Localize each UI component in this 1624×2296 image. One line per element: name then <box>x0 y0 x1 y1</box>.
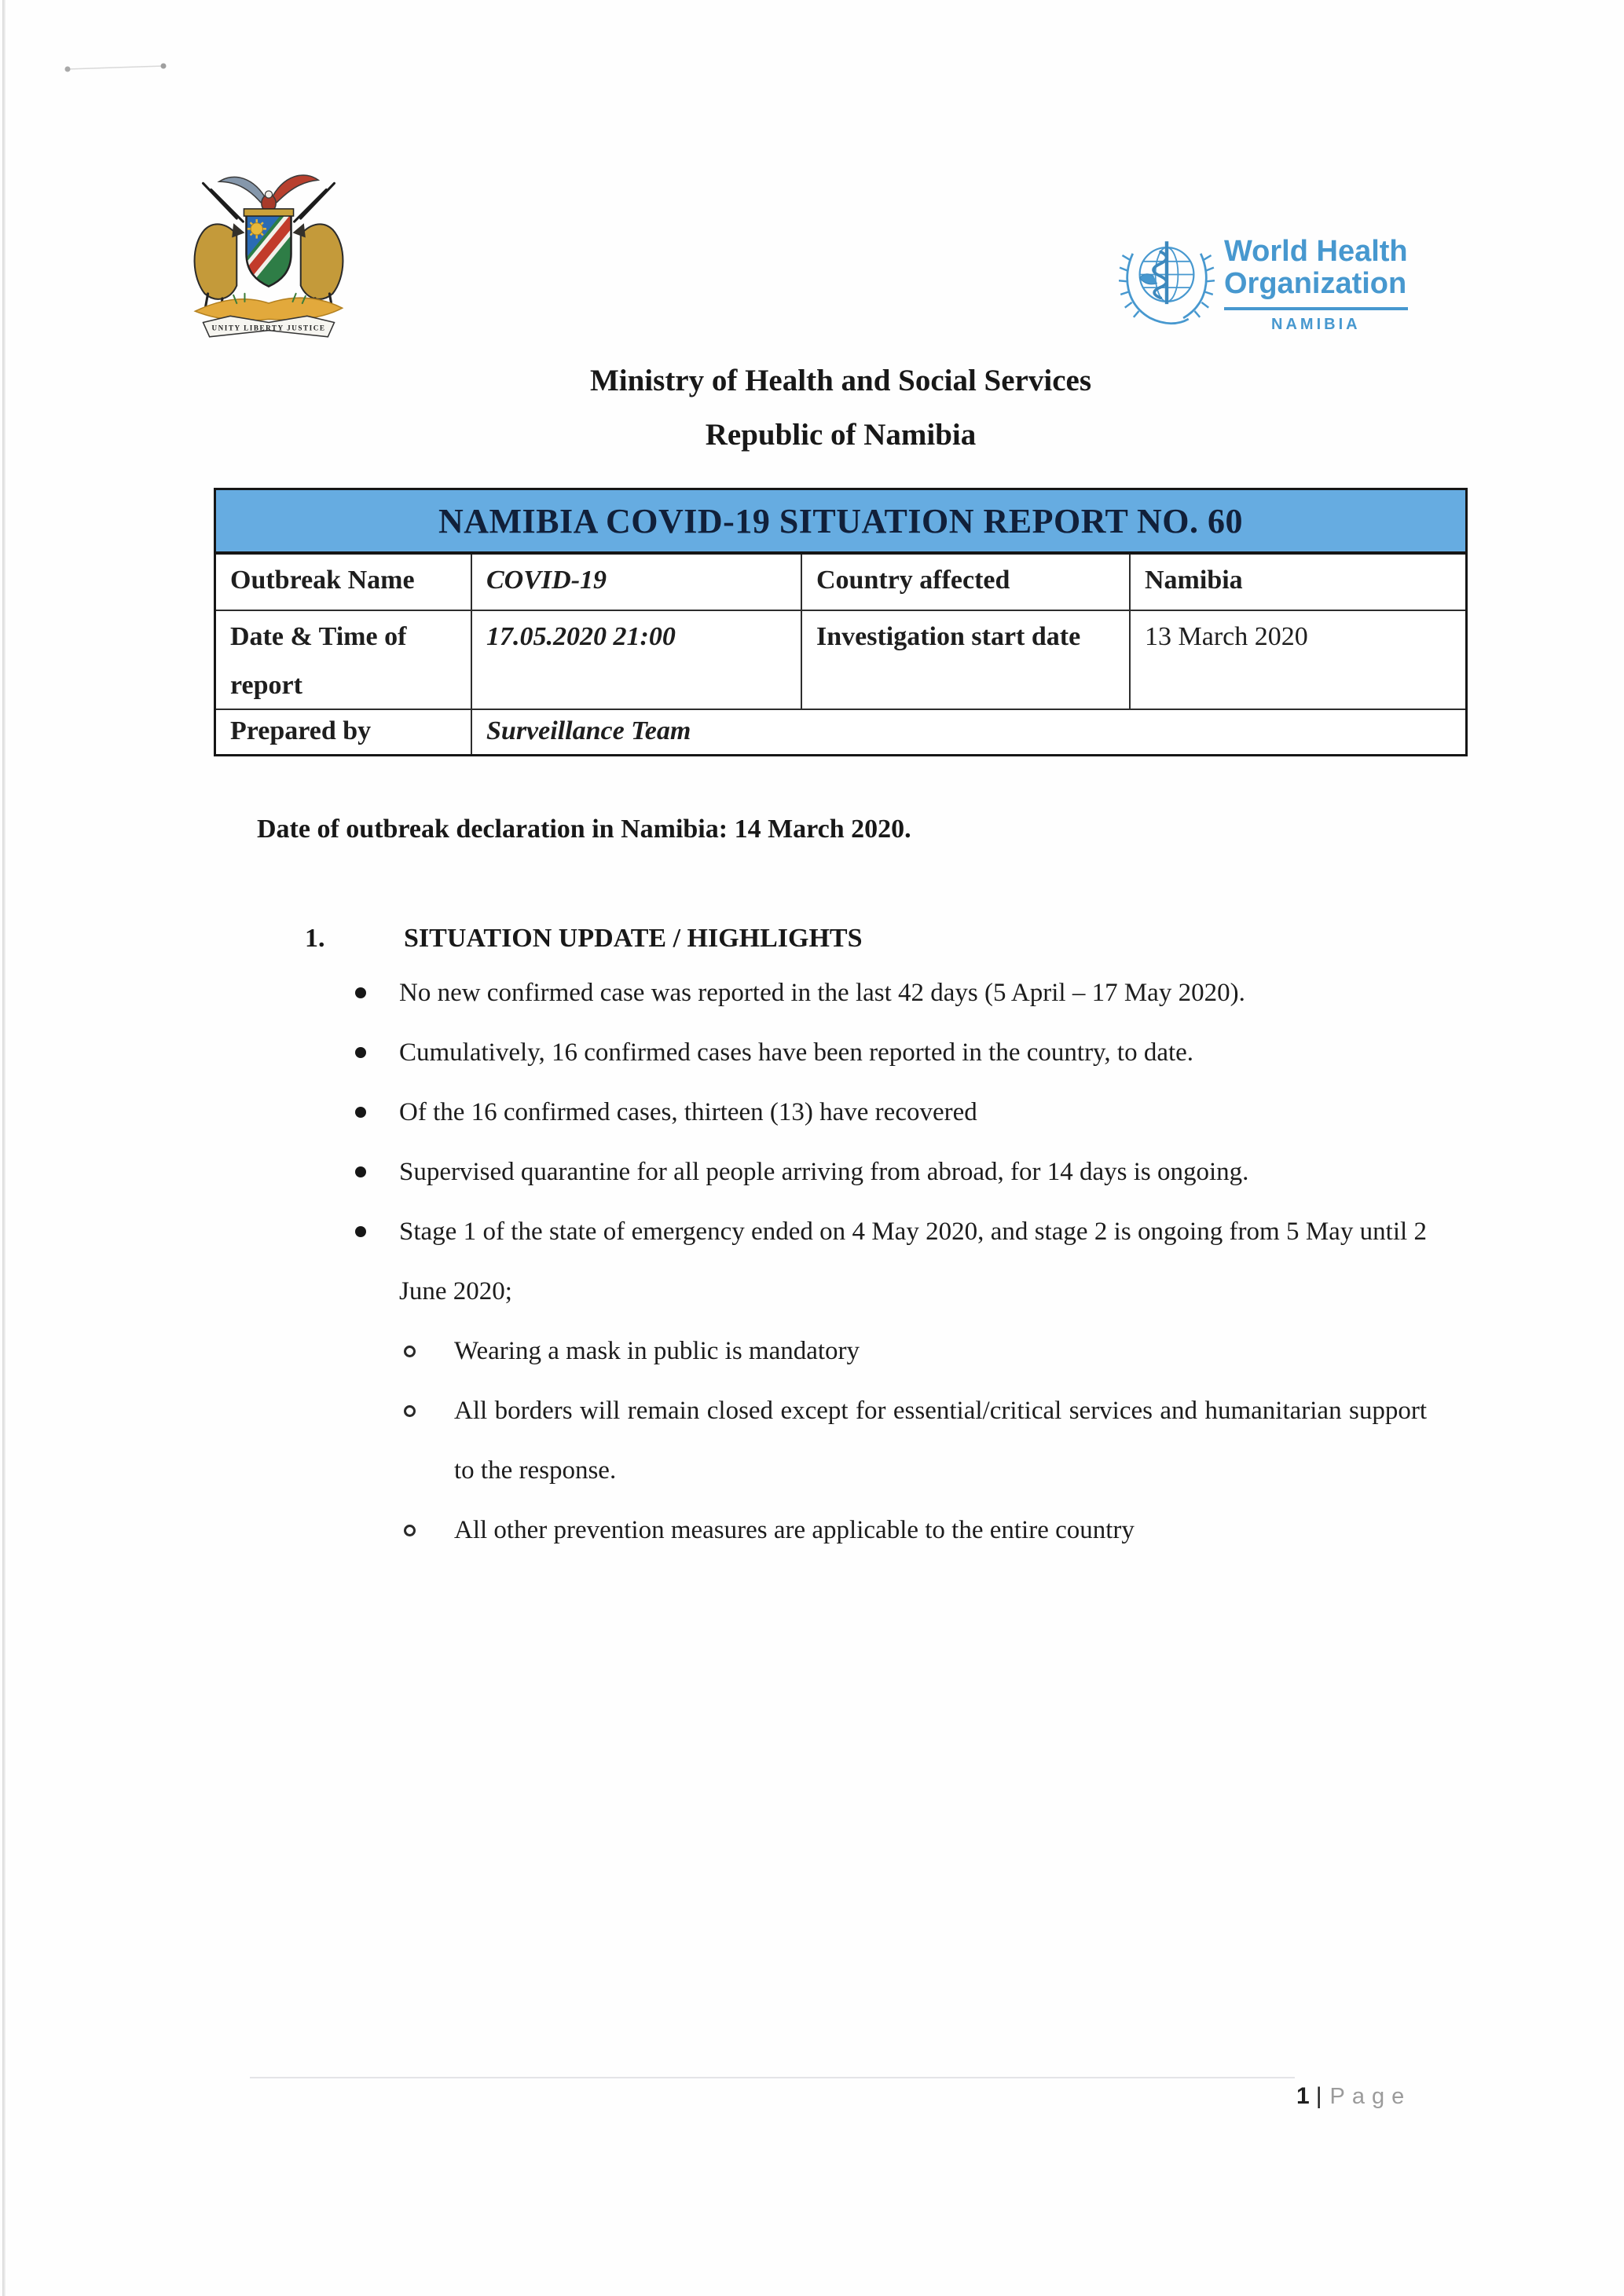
list-item <box>355 963 1427 1023</box>
who-name-line2: Organization <box>1224 267 1407 300</box>
scan-edge-line <box>2 0 5 2296</box>
country-affected-value: Namibia <box>1145 566 1243 595</box>
investigation-start-label: Investigation start date <box>802 611 1131 709</box>
sub-bullet-text: All borders will remain closed except for essential/critical services and humanitarian support to the response. <box>454 1397 1427 1485</box>
list-item <box>355 1202 1427 1321</box>
bullet-text: No new confirmed case was reported in the last 42 days (5 April – 17 May 2020). <box>399 979 1245 1007</box>
prepared-by-label: Prepared by <box>216 710 472 754</box>
prepared-by-value: Surveillance Team <box>486 716 691 745</box>
republic-title: Republic of Namibia <box>705 418 977 452</box>
ministry-title: Ministry of Health and Social Services <box>589 364 1092 397</box>
country-affected-label: Country affected <box>802 555 1131 610</box>
bullet-icon <box>355 1047 366 1058</box>
fish-eagle <box>219 175 318 212</box>
who-name-line1: World Health <box>1224 235 1408 268</box>
bullet-icon <box>355 987 366 998</box>
footer-bar: | <box>1315 2083 1322 2109</box>
sub-list-item <box>404 1321 1427 1381</box>
sub-list-item <box>404 1500 1427 1560</box>
list-item <box>355 1142 1427 1202</box>
page-footer <box>1296 2083 1411 2110</box>
bullet-icon <box>355 1107 366 1118</box>
sub-bullet-text: Wearing a mask in public is mandatory <box>454 1337 860 1365</box>
highlights-list <box>355 963 1427 1560</box>
circle-bullet-icon <box>404 1525 416 1536</box>
bullet-icon <box>355 1166 366 1177</box>
investigation-start-value: 13 March 2020 <box>1145 622 1308 651</box>
table-row <box>216 555 1465 611</box>
namibia-flag-shield <box>240 209 297 292</box>
bullet-text: Of the 16 confirmed cases, thirteen (13) have recovered <box>399 1098 977 1126</box>
table-row <box>216 710 1465 754</box>
who-country-label: NAMIBIA <box>1271 316 1361 333</box>
outbreak-name-label: Outbreak Name <box>216 555 472 610</box>
circle-bullet-icon <box>404 1346 416 1357</box>
bullet-text: Stage 1 of the state of emergency ended on 4 May 2020, and stage 2 is ongoing from 5 May until 2 June 2020; <box>399 1218 1427 1305</box>
section-1-heading <box>305 924 862 954</box>
report-table-title: NAMIBIA COVID-19 SITUATION REPORT NO. 60 <box>216 490 1465 555</box>
list-item <box>355 1082 1427 1142</box>
footer-divider-line <box>250 2077 1295 2078</box>
namibia-coat-of-arms <box>181 165 357 350</box>
who-emblem-icon <box>1119 231 1215 327</box>
bullet-text: Cumulatively, 16 confirmed cases have been reported in the country, to date. <box>399 1038 1194 1067</box>
who-underline <box>1224 307 1408 310</box>
who-wordmark <box>1224 236 1408 334</box>
date-time-value: 17.05.2020 21:00 <box>472 611 802 709</box>
table-row <box>216 611 1465 710</box>
bullet-icon <box>355 1226 366 1237</box>
page-number: 1 <box>1296 2083 1310 2109</box>
circle-bullet-icon <box>404 1405 416 1417</box>
page-label: Page <box>1329 2084 1412 2109</box>
list-item <box>355 1023 1427 1082</box>
report-table <box>214 488 1468 756</box>
coat-motto-text: UNITY LIBERTY JUSTICE <box>211 324 326 332</box>
who-logo <box>1119 231 1408 334</box>
sub-list-item <box>404 1381 1427 1500</box>
sub-bullet-text: All other prevention measures are applicable to the entire country <box>454 1516 1135 1544</box>
outbreak-declaration-line: Date of outbreak declaration in Namibia: 14 March 2020. <box>257 815 911 844</box>
section-number: 1. <box>305 924 325 953</box>
bullet-text: Supervised quarantine for all people arriving from abroad, for 14 days is ongoing. <box>399 1158 1249 1186</box>
date-time-label: Date & Time of report <box>216 611 472 709</box>
section-title: SITUATION UPDATE / HIGHLIGHTS <box>404 924 863 953</box>
scan-artifact-mark <box>61 60 171 75</box>
outbreak-name-value: COVID-19 <box>472 555 802 610</box>
